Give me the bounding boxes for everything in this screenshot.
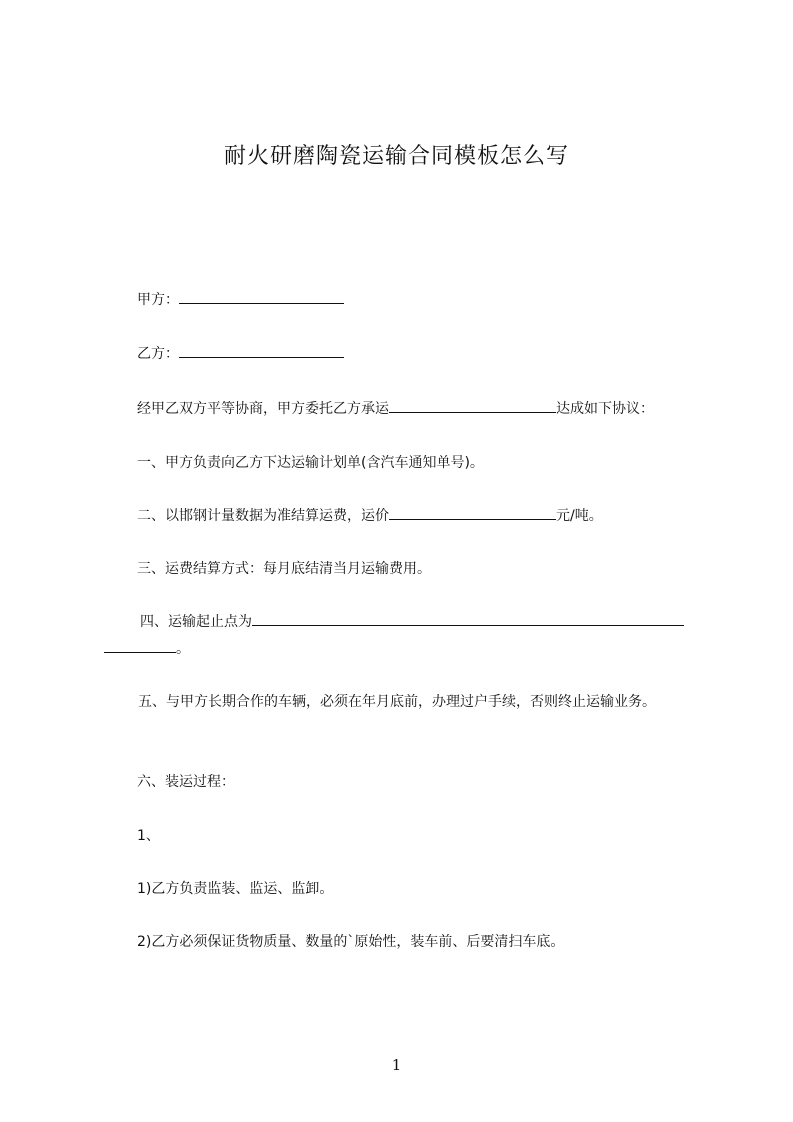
cargo-blank[interactable] (389, 398, 556, 413)
party-b-label: 乙方： (137, 346, 179, 362)
clause-2-prefix: 二、以邯钢计量数据为准结算运费，运价 (137, 508, 389, 524)
clause-2-line (104, 505, 737, 527)
item-1: 1、 (137, 828, 160, 844)
sub-item-1: 1)乙方负责监装、监运、监卸。 (137, 881, 334, 897)
clause-4-suffix: 。 (176, 641, 190, 657)
party-a-blank[interactable] (179, 289, 344, 304)
party-a-label: 甲方： (137, 292, 179, 308)
party-b-line (104, 343, 737, 365)
freight-rate-blank[interactable] (389, 505, 556, 520)
intro-suffix: 达成如下协议： (556, 401, 654, 417)
document-title: 耐火研磨陶瓷运输合同模板怎么写 (223, 144, 569, 169)
party-a-line (104, 289, 737, 311)
route-blank-continued[interactable] (104, 638, 176, 653)
clause-6: 六、装运过程： (137, 774, 235, 790)
clause-4-prefix: 四、运输起止点为 (140, 614, 252, 630)
intro-line (104, 398, 737, 420)
clause-2-suffix: 元/吨。 (556, 508, 603, 524)
sub-item-2: 2)乙方必须保证货物质量、数量的`原始性，装车前、后要清扫车底。 (137, 934, 565, 950)
clause-1: 一、甲方负责向乙方下达运输计划单(含汽车通知单号)。 (137, 455, 484, 471)
clause-4-line (104, 611, 740, 633)
clause-3: 三、运费结算方式：每月底结清当月运输费用。 (137, 561, 431, 577)
party-b-blank[interactable] (179, 343, 344, 358)
route-blank[interactable] (252, 611, 684, 626)
page-number: 1 (391, 1056, 402, 1074)
clause-5: 五、与甲方长期合作的车辆，必须在年月底前，办理过户手续，否则终止运输业务。 (138, 694, 656, 710)
clause-4-continuation (104, 638, 704, 660)
intro-prefix: 经甲乙双方平等协商，甲方委托乙方承运 (137, 401, 389, 417)
